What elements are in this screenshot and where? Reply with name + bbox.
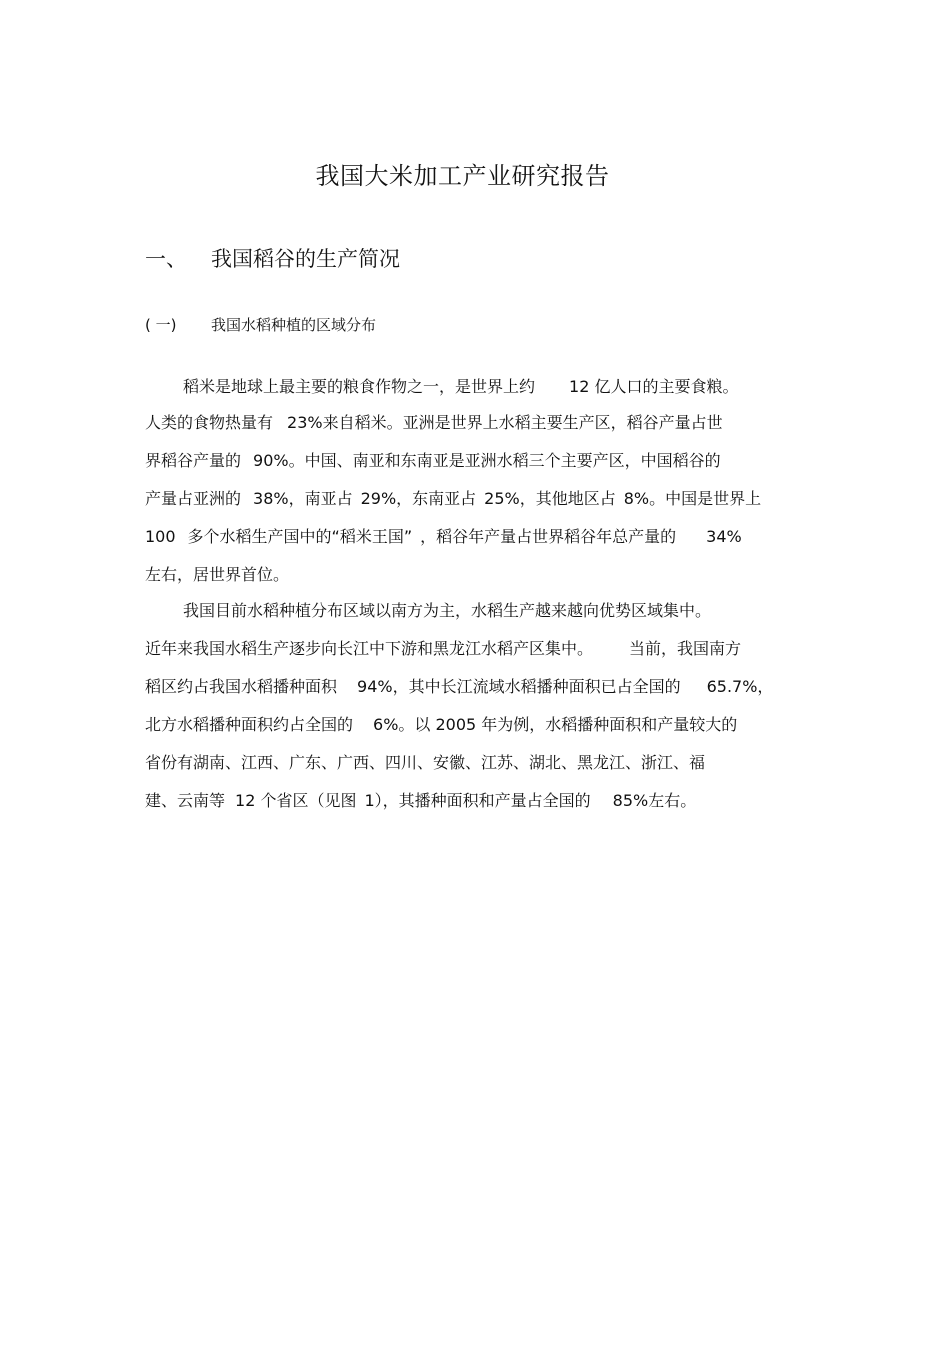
paragraph-line bbox=[145, 750, 705, 773]
text-run: 90%。中国、南亚和东南亚是亚洲水稻三个主要产区，中国稻谷的 bbox=[253, 451, 721, 470]
subsection-number: ( 一) bbox=[145, 316, 177, 334]
text-run: 当前，我国南方 bbox=[629, 639, 742, 658]
text-run: 1），其播种面积和产量占全国的 bbox=[364, 791, 591, 810]
text-run: 北方水稻播种面积约占全国的 bbox=[145, 715, 354, 734]
text-run: 65.7%， bbox=[706, 677, 774, 696]
paragraph-line bbox=[145, 636, 741, 659]
text-run: 38%，南亚占 bbox=[253, 489, 353, 508]
text-run: 25%，其他地区占 bbox=[484, 489, 616, 508]
text-run: 左右，居世界首位。 bbox=[145, 565, 290, 584]
subsection-heading bbox=[145, 314, 376, 335]
text-run: 6%。以 2005 年为例，水稻播种面积和产量较大的 bbox=[373, 715, 738, 734]
paragraph-line bbox=[145, 524, 742, 547]
subsection-title: 我国水稻种植的区域分布 bbox=[211, 316, 377, 334]
paragraph-line bbox=[145, 410, 723, 433]
text-run: 12 个省区（见图 bbox=[235, 791, 357, 810]
text-run: 8%。中国是世界上 bbox=[623, 489, 762, 508]
paragraph-line bbox=[183, 374, 738, 397]
text-run: 产量占亚洲的 bbox=[145, 489, 242, 508]
paragraph-line bbox=[145, 486, 761, 509]
text-run: 省份有湖南、江西、广东、广西、四川、安徽、江苏、湖北、黑龙江、浙江、福 bbox=[145, 753, 706, 772]
text-run: 界稻谷产量的 bbox=[145, 451, 242, 470]
text-run: 多个水稻生产国中的“稻米王国” bbox=[187, 527, 413, 546]
text-run: 近年来我国水稻生产逐步向长江中下游和黑龙江水稻产区集中。 bbox=[145, 639, 594, 658]
section-title: 我国稻谷的生产简况 bbox=[211, 247, 400, 271]
text-run: 我国目前水稻种植分布区域以南方为主，水稻生产越来越向优势区域集中。 bbox=[183, 601, 712, 620]
paragraph-line bbox=[145, 788, 696, 811]
section-number: 一、 bbox=[145, 247, 187, 271]
text-run: 23%来自稻米。亚洲是世界上水稻主要生产区，稻谷产量占世 bbox=[287, 413, 723, 432]
text-run: 建、云南等 bbox=[145, 791, 226, 810]
text-run: 94%，其中长江流域水稻播种面积已占全国的 bbox=[357, 677, 681, 696]
paragraph-line bbox=[145, 674, 773, 697]
text-run: 12 亿人口的主要食粮。 bbox=[569, 377, 739, 396]
section-heading bbox=[145, 243, 400, 273]
paragraph-line bbox=[145, 712, 737, 735]
text-run: 29%，东南亚占 bbox=[360, 489, 477, 508]
text-run: 稻米是地球上最主要的粮食作物之一，是世界上约 bbox=[183, 377, 536, 396]
paragraph-line bbox=[145, 562, 289, 585]
text-run: 34% bbox=[706, 527, 742, 546]
paragraph-line bbox=[145, 448, 721, 471]
document-title: 我国大米加工产业研究报告 bbox=[315, 162, 610, 190]
text-run: 85%左右。 bbox=[612, 791, 697, 810]
paragraph-line bbox=[183, 598, 711, 621]
text-run: ，稻谷年产量占世界稻谷年总产量的 bbox=[420, 527, 677, 546]
text-run: 人类的食物热量有 bbox=[145, 413, 274, 432]
text-run: 100 bbox=[145, 527, 176, 546]
text-run: 稻区约占我国水稻播种面积 bbox=[145, 677, 338, 696]
